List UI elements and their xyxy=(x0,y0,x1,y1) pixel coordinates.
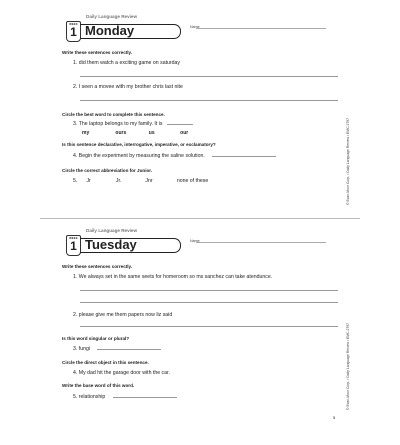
directions-3: Circle the direct object in this sentence. xyxy=(62,360,149,365)
directions-2: Circle the best word to complete this sentence. xyxy=(62,112,165,117)
question-5 xyxy=(73,178,208,184)
directions-1: Write these sentences correctly. xyxy=(62,264,133,269)
question-number: 4. xyxy=(73,370,78,376)
monday-header xyxy=(62,14,338,40)
option[interactable]: our xyxy=(180,130,189,136)
week-number: 1 xyxy=(70,239,77,253)
name-label: Name xyxy=(190,25,200,29)
question-text: please give me them papers now liz said xyxy=(78,312,173,318)
question-number: 4. xyxy=(73,153,78,159)
option[interactable]: Jr. xyxy=(115,178,122,184)
answer-line[interactable] xyxy=(80,100,338,101)
question-2 xyxy=(73,84,183,90)
question-1 xyxy=(73,274,272,280)
question-text: We always set in the same seets for homeroom so ms sanchez can take atendunce. xyxy=(78,274,273,280)
option[interactable]: us xyxy=(148,130,155,136)
question-4 xyxy=(73,153,276,159)
question-3 xyxy=(73,346,161,352)
directions-4: Write the base word of this word. xyxy=(62,383,135,388)
question-number: 1. xyxy=(73,274,78,280)
review-label: Daily Language Review xyxy=(86,228,138,233)
name-field[interactable] xyxy=(196,28,326,29)
option[interactable]: Jnr xyxy=(145,178,153,184)
question-text: My dad hit the garage door with the car. xyxy=(78,370,170,376)
day-title: Tuesday xyxy=(85,237,137,252)
directions-2: Is this word singular or plural? xyxy=(62,336,130,341)
blank-line[interactable] xyxy=(167,123,193,125)
answer-line[interactable] xyxy=(97,348,161,350)
question-text: The laptop belongs to my family. It is xyxy=(78,121,163,127)
answer-line[interactable] xyxy=(212,155,276,157)
question-number: 2. xyxy=(73,84,78,90)
question-number: 5. xyxy=(73,178,78,184)
review-label: Daily Language Review xyxy=(86,14,138,19)
option[interactable]: ours xyxy=(115,130,127,136)
question-text: fungi xyxy=(78,346,91,352)
option[interactable]: none of these xyxy=(176,178,209,184)
day-banner xyxy=(80,24,181,39)
question-1 xyxy=(73,60,180,66)
answer-line[interactable] xyxy=(113,396,177,398)
option[interactable]: Jr xyxy=(86,178,91,184)
question-4 xyxy=(73,370,170,376)
week-label: WEEK xyxy=(69,23,78,26)
week-number: 1 xyxy=(70,25,77,39)
monday-section xyxy=(62,14,338,214)
week-badge xyxy=(66,21,81,42)
question-text: did them watch a exciting game on saturday xyxy=(78,60,180,66)
answer-line[interactable] xyxy=(80,326,338,327)
question-number: 2. xyxy=(73,312,78,318)
page-divider xyxy=(40,218,360,219)
copyright-side-text: © Evan-Moor Corp. • Daily Language Review • EMC 2797 xyxy=(346,322,350,410)
copyright-side-text: © Evan-Moor Corp. • Daily Language Review • EMC 2797 xyxy=(346,117,350,205)
directions-1: Write these sentences correctly. xyxy=(62,50,133,55)
tuesday-header xyxy=(62,228,338,254)
directions-3: Is this sentence declarative, interrogative, imperative, or exclamatory? xyxy=(62,142,216,147)
question-text: relationship xyxy=(78,394,106,400)
name-field[interactable] xyxy=(196,242,326,243)
question-number: 1. xyxy=(73,60,78,66)
question-text: I seen a movee with my brother chris last nite xyxy=(78,84,183,90)
day-title: Monday xyxy=(85,23,135,38)
answer-line[interactable] xyxy=(80,76,338,77)
options-row xyxy=(82,130,188,136)
answer-line[interactable] xyxy=(80,302,338,303)
question-3 xyxy=(73,121,193,127)
day-banner xyxy=(80,238,181,253)
week-label: WEEK xyxy=(69,237,78,240)
option[interactable]: my xyxy=(82,130,90,136)
question-number: 3. xyxy=(73,121,78,127)
question-2 xyxy=(73,312,172,318)
page-number: 5 xyxy=(333,415,336,420)
directions-4: Circle the correct abbreviation for Junior. xyxy=(62,168,153,173)
question-5 xyxy=(73,394,177,400)
tuesday-section xyxy=(62,228,338,418)
week-badge xyxy=(66,235,81,256)
question-number: 5. xyxy=(73,394,78,400)
question-text: Begin the experiment by measuring the saline solution. xyxy=(78,153,205,159)
name-label: Name xyxy=(190,239,200,243)
answer-line[interactable] xyxy=(80,290,338,291)
question-number: 3. xyxy=(73,346,78,352)
